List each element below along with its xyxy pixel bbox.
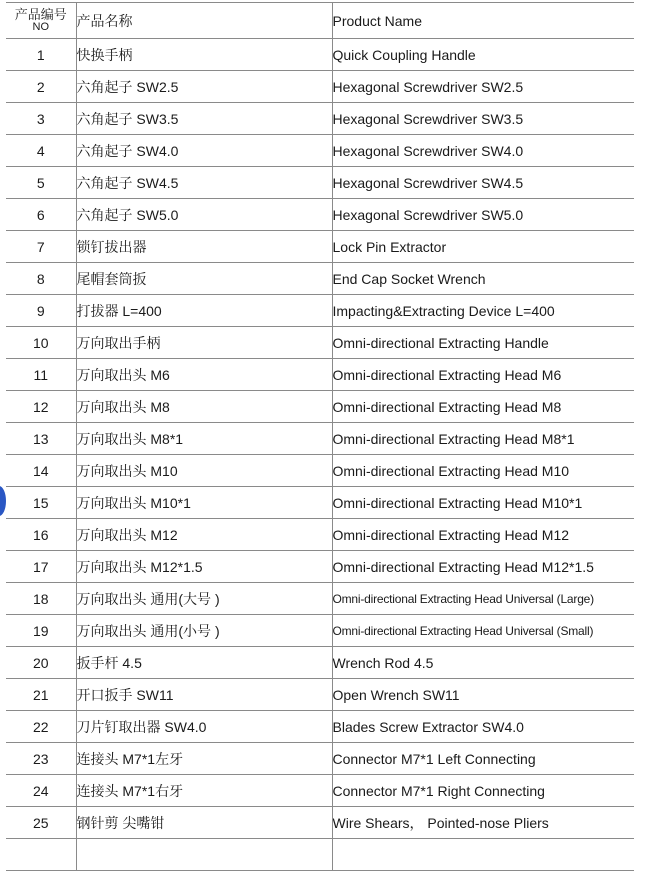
- row-name-en: Blades Screw Extractor SW4.0: [332, 711, 634, 743]
- row-number: 2: [6, 71, 76, 103]
- row-name-en: Omni-directional Extracting Head M6: [332, 359, 634, 391]
- table-row: [6, 487, 634, 519]
- row-name-en: Connector M7*1 Right Connecting: [332, 775, 634, 807]
- table-row: [6, 295, 634, 327]
- table-row: [6, 679, 634, 711]
- empty-cell: [76, 839, 332, 871]
- row-name-en: Omni-directional Extracting Head M10*1: [332, 487, 634, 519]
- table-row: [6, 807, 634, 839]
- row-name-en: End Cap Socket Wrench: [332, 263, 634, 295]
- row-name-en: Connector M7*1 Left Connecting: [332, 743, 634, 775]
- row-name-cn: 打拔器 L=400: [76, 295, 332, 327]
- row-number: 13: [6, 423, 76, 455]
- row-name-en: Hexagonal Screwdriver SW4.0: [332, 135, 634, 167]
- table-row: [6, 743, 634, 775]
- row-number: 22: [6, 711, 76, 743]
- table-row: [6, 391, 634, 423]
- row-name-en: Omni-directional Extracting Head M8*1: [332, 423, 634, 455]
- row-name-en: Quick Coupling Handle: [332, 39, 634, 71]
- row-number: 16: [6, 519, 76, 551]
- row-number: 15: [6, 487, 76, 519]
- table-row: [6, 263, 634, 295]
- row-number: 6: [6, 199, 76, 231]
- row-number: 17: [6, 551, 76, 583]
- row-number: 9: [6, 295, 76, 327]
- table-row: [6, 551, 634, 583]
- row-number: 25: [6, 807, 76, 839]
- header-row: [6, 3, 634, 39]
- row-name-cn: 六角起子 SW3.5: [76, 103, 332, 135]
- row-name-cn: 万向取出头 M10: [76, 455, 332, 487]
- table-row: [6, 135, 634, 167]
- table-row: [6, 167, 634, 199]
- row-name-cn: 万向取出手柄: [76, 327, 332, 359]
- row-name-en: Omni-directional Extracting Head Universal (Small): [332, 615, 634, 647]
- table-row: [6, 775, 634, 807]
- row-name-cn: 万向取出头 通用(小号 ): [76, 615, 332, 647]
- row-name-cn: 万向取出头 M8: [76, 391, 332, 423]
- row-name-cn: 万向取出头 M10*1: [76, 487, 332, 519]
- product-table: [6, 2, 634, 871]
- header-no-cn: 产品编号: [14, 6, 67, 22]
- row-name-cn: 六角起子 SW4.0: [76, 135, 332, 167]
- table-row: [6, 711, 634, 743]
- row-name-cn: 万向取出头 M12*1.5: [76, 551, 332, 583]
- table-header: [6, 3, 634, 39]
- row-name-cn: 快换手柄: [76, 39, 332, 71]
- row-number: 14: [6, 455, 76, 487]
- table-row: [6, 647, 634, 679]
- header-no: [6, 3, 76, 39]
- table-row: [6, 199, 634, 231]
- row-number: 11: [6, 359, 76, 391]
- empty-cell: [332, 839, 634, 871]
- table-row-cut-off: [6, 839, 634, 871]
- row-name-cn: 尾帽套筒扳: [76, 263, 332, 295]
- row-name-en: Omni-directional Extracting Head M12*1.5: [332, 551, 634, 583]
- row-name-cn: 六角起子 SW4.5: [76, 167, 332, 199]
- row-name-cn: 万向取出头 M6: [76, 359, 332, 391]
- row-number: 10: [6, 327, 76, 359]
- row-name-cn: 刀片钉取出器 SW4.0: [76, 711, 332, 743]
- row-name-en: Hexagonal Screwdriver SW5.0: [332, 199, 634, 231]
- row-number: 3: [6, 103, 76, 135]
- row-name-cn: 万向取出头 M12: [76, 519, 332, 551]
- row-number: 7: [6, 231, 76, 263]
- table-row: [6, 423, 634, 455]
- row-number: 21: [6, 679, 76, 711]
- row-name-en: Impacting&Extracting Device L=400: [332, 295, 634, 327]
- row-name-cn: 万向取出头 通用(大号 ): [76, 583, 332, 615]
- row-name-en: Open Wrench SW11: [332, 679, 634, 711]
- row-name-cn: 锁钉拔出器: [76, 231, 332, 263]
- row-name-cn: 万向取出头 M8*1: [76, 423, 332, 455]
- row-name-cn: 开口扳手 SW11: [76, 679, 332, 711]
- row-name-en: Omni-directional Extracting Handle: [332, 327, 634, 359]
- row-name-en: Wire Shears， Pointed-nose Pliers: [332, 807, 634, 839]
- row-name-en: Omni-directional Extracting Head M8: [332, 391, 634, 423]
- row-name-cn: 六角起子 SW2.5: [76, 71, 332, 103]
- table-row: [6, 359, 634, 391]
- table-row: [6, 327, 634, 359]
- header-no-en: NO: [32, 20, 49, 33]
- table-row: [6, 455, 634, 487]
- row-number: 18: [6, 583, 76, 615]
- table-body: [6, 39, 634, 871]
- row-name-en: Lock Pin Extractor: [332, 231, 634, 263]
- row-name-en: Omni-directional Extracting Head Universal (Large): [332, 583, 634, 615]
- row-number: 1: [6, 39, 76, 71]
- row-number: 5: [6, 167, 76, 199]
- row-number: 4: [6, 135, 76, 167]
- table-row: [6, 519, 634, 551]
- row-number: 19: [6, 615, 76, 647]
- table-row: [6, 103, 634, 135]
- row-number: 23: [6, 743, 76, 775]
- table-row: [6, 39, 634, 71]
- row-number: 12: [6, 391, 76, 423]
- row-name-en: Omni-directional Extracting Head M12: [332, 519, 634, 551]
- table-row: [6, 583, 634, 615]
- row-name-en: Omni-directional Extracting Head M10: [332, 455, 634, 487]
- row-name-cn: 连接头 M7*1右牙: [76, 775, 332, 807]
- row-name-cn: 六角起子 SW5.0: [76, 199, 332, 231]
- header-name-en: Product Name: [332, 3, 634, 39]
- header-name-cn: 产品名称: [76, 3, 332, 39]
- table-row: [6, 615, 634, 647]
- row-name-en: Hexagonal Screwdriver SW3.5: [332, 103, 634, 135]
- row-number: 8: [6, 263, 76, 295]
- row-name-cn: 扳手杆 4.5: [76, 647, 332, 679]
- table-row: [6, 71, 634, 103]
- row-name-cn: 连接头 M7*1左牙: [76, 743, 332, 775]
- row-name-cn: 钢针剪 尖嘴钳: [76, 807, 332, 839]
- row-number: 20: [6, 647, 76, 679]
- row-name-en: Hexagonal Screwdriver SW2.5: [332, 71, 634, 103]
- row-name-en: Wrench Rod 4.5: [332, 647, 634, 679]
- empty-cell: [6, 839, 76, 871]
- row-name-en: Hexagonal Screwdriver SW4.5: [332, 167, 634, 199]
- table-row: [6, 231, 634, 263]
- row-number: 24: [6, 775, 76, 807]
